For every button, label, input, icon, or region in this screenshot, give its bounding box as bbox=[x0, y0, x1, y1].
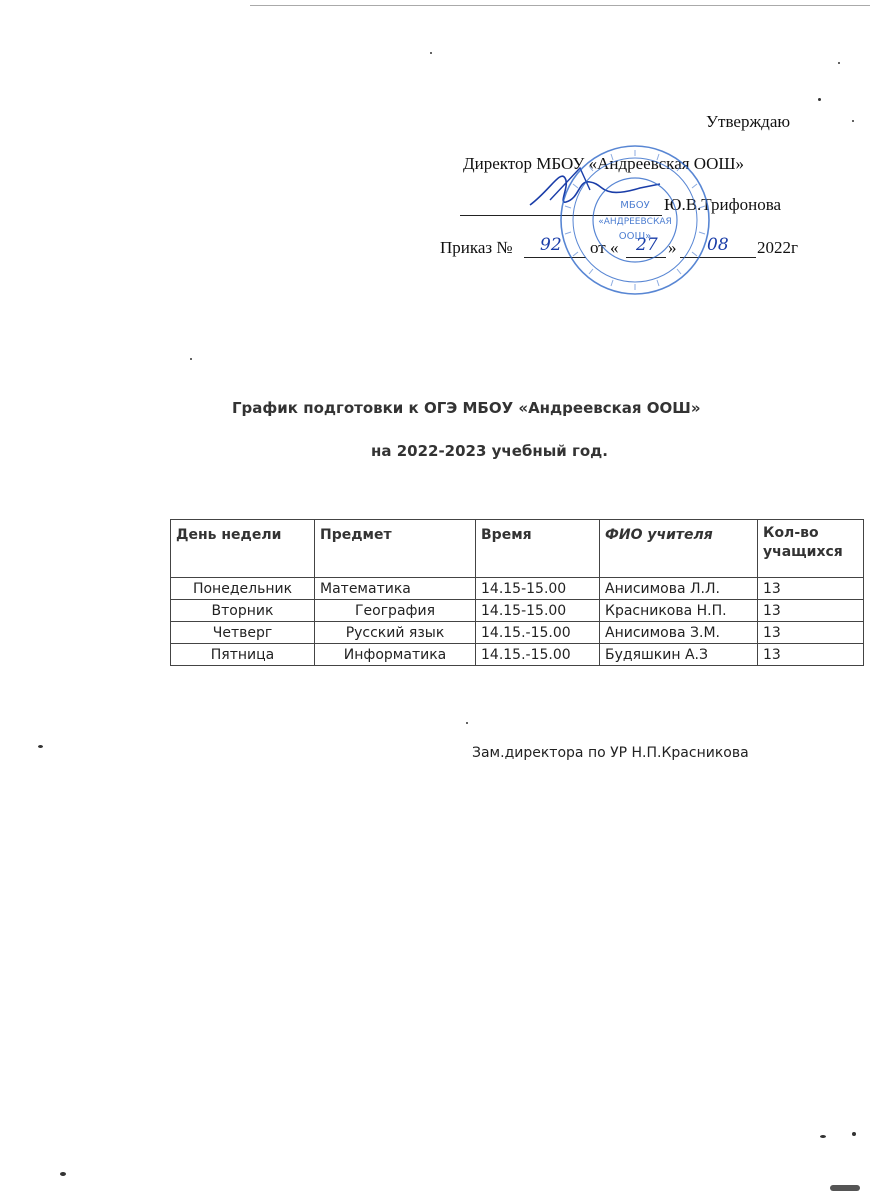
cell-time: 14.15-15.00 bbox=[476, 578, 600, 600]
header-count: Кол-во учащихся bbox=[758, 520, 864, 578]
cell-teacher: Красникова Н.П. bbox=[600, 600, 758, 622]
cell-teacher: Анисимова Л.Л. bbox=[600, 578, 758, 600]
scan-speck bbox=[430, 52, 432, 54]
cell-count: 13 bbox=[758, 622, 864, 644]
cell-subject: География bbox=[315, 600, 476, 622]
cell-time: 14.15.-15.00 bbox=[476, 644, 600, 666]
order-from: от « bbox=[590, 238, 619, 257]
page-title: График подготовки к ОГЭ МБОУ «Андреевская ООШ» bbox=[232, 399, 701, 417]
scan-speck bbox=[838, 62, 840, 64]
page-edge bbox=[250, 5, 870, 6]
cell-time: 14.15-15.00 bbox=[476, 600, 600, 622]
order-number: 92 bbox=[540, 235, 562, 255]
cell-subject: Русский язык bbox=[315, 622, 476, 644]
approval-director: Директор МБОУ «Андреевская ООШ» bbox=[463, 154, 745, 173]
order-month: 08 bbox=[707, 235, 729, 255]
order-day: 27 bbox=[636, 235, 658, 255]
stamp-line-2: «АНДРЕЕВСКАЯ bbox=[598, 217, 672, 227]
header-day: День недели bbox=[171, 520, 315, 578]
header-teacher: ФИО учителя bbox=[600, 520, 758, 578]
scan-speck bbox=[190, 358, 192, 360]
scan-speck bbox=[830, 1185, 860, 1191]
cell-subject: Информатика bbox=[315, 644, 476, 666]
director-name: Ю.В.Трифонова bbox=[664, 195, 782, 214]
scan-speck bbox=[466, 722, 468, 724]
order-close: » bbox=[668, 238, 677, 257]
cell-day: Вторник bbox=[171, 600, 315, 622]
stamp-line-1: МБОУ bbox=[620, 200, 650, 211]
stamp-line-3: ООШ» bbox=[618, 231, 652, 242]
cell-subject: Математика bbox=[315, 578, 476, 600]
cell-count: 13 bbox=[758, 600, 864, 622]
table-row bbox=[171, 622, 864, 644]
cell-teacher: Будяшкин А.З bbox=[600, 644, 758, 666]
approval-heading: Утверждаю bbox=[706, 112, 791, 131]
table-row bbox=[171, 600, 864, 622]
table-header-row bbox=[171, 520, 864, 578]
scan-speck bbox=[818, 98, 821, 101]
scan-speck bbox=[38, 745, 43, 748]
header-subject: Предмет bbox=[315, 520, 476, 578]
table-row bbox=[171, 578, 864, 600]
school-stamp bbox=[555, 140, 715, 300]
cell-time: 14.15.-15.00 bbox=[476, 622, 600, 644]
order-prefix: Приказ № bbox=[440, 238, 513, 257]
cell-day: Пятница bbox=[171, 644, 315, 666]
schedule-table bbox=[170, 519, 864, 666]
scan-speck bbox=[60, 1172, 66, 1176]
scan-speck bbox=[820, 1135, 826, 1138]
cell-teacher: Анисимова З.М. bbox=[600, 622, 758, 644]
cell-count: 13 bbox=[758, 578, 864, 600]
order-year: 2022г bbox=[757, 238, 798, 257]
deputy-signature-text: Зам.директора по УР Н.П.Красникова bbox=[472, 745, 749, 761]
cell-count: 13 bbox=[758, 644, 864, 666]
cell-day: Четверг bbox=[171, 622, 315, 644]
header-time: Время bbox=[476, 520, 600, 578]
scan-speck bbox=[852, 1132, 856, 1136]
page-subtitle: на 2022-2023 учебный год. bbox=[371, 442, 608, 460]
scan-speck bbox=[852, 120, 854, 122]
table-row bbox=[171, 644, 864, 666]
cell-day: Понедельник bbox=[171, 578, 315, 600]
